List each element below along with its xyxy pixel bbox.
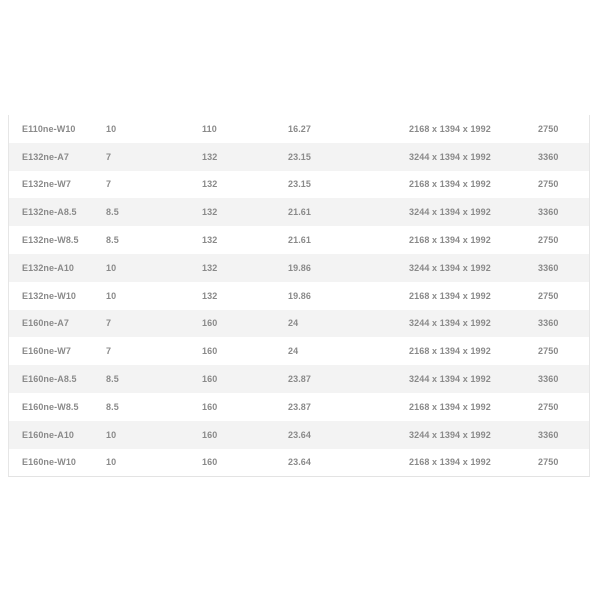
value-cell-1: 10 xyxy=(106,290,117,301)
value-cell-2: 132 xyxy=(202,151,218,162)
value-cell-1: 8.5 xyxy=(106,374,119,385)
table-row xyxy=(9,337,589,365)
dimensions-cell: 2168 x 1394 x 1992 xyxy=(409,235,491,246)
spec-table-body xyxy=(9,115,589,476)
dimensions-cell: 3244 x 1394 x 1992 xyxy=(409,429,491,440)
table-row xyxy=(9,198,589,226)
value-cell-2: 160 xyxy=(202,429,218,440)
value-cell-2: 160 xyxy=(202,346,218,357)
value-cell-2: 132 xyxy=(202,262,218,273)
value-cell-1: 8.5 xyxy=(106,235,119,246)
value-cell-2: 160 xyxy=(202,401,218,412)
value-cell-2: 132 xyxy=(202,290,218,301)
value-cell-2: 160 xyxy=(202,374,218,385)
model-cell: E110ne-W10 xyxy=(22,123,76,134)
table-row xyxy=(9,310,589,338)
dimensions-cell: 2168 x 1394 x 1992 xyxy=(409,290,491,301)
model-cell: E132ne-W7 xyxy=(22,179,71,190)
value-cell-5: 2750 xyxy=(538,346,559,357)
value-cell-3: 19.86 xyxy=(288,290,312,301)
table-row xyxy=(9,449,589,477)
table-row xyxy=(9,226,589,254)
dimensions-cell: 3244 x 1394 x 1992 xyxy=(409,318,491,329)
value-cell-5: 2750 xyxy=(538,401,559,412)
value-cell-5: 3360 xyxy=(538,151,559,162)
model-cell: E132ne-W10 xyxy=(22,290,77,301)
value-cell-1: 10 xyxy=(106,262,117,273)
value-cell-1: 10 xyxy=(106,429,117,440)
value-cell-1: 7 xyxy=(106,179,112,190)
value-cell-1: 10 xyxy=(106,123,117,134)
model-cell: E160ne-W8.5 xyxy=(22,401,79,412)
value-cell-2: 132 xyxy=(202,207,218,218)
value-cell-3: 23.87 xyxy=(288,374,312,385)
value-cell-2: 160 xyxy=(202,318,218,329)
value-cell-5: 3360 xyxy=(538,318,559,329)
value-cell-5: 3360 xyxy=(538,374,559,385)
value-cell-5: 2750 xyxy=(538,235,559,246)
model-cell: E160ne-A10 xyxy=(22,429,75,440)
value-cell-3: 23.15 xyxy=(288,179,312,190)
value-cell-3: 23.64 xyxy=(288,429,312,440)
value-cell-2: 132 xyxy=(202,179,218,190)
value-cell-3: 24 xyxy=(288,318,299,329)
dimensions-cell: 3244 x 1394 x 1992 xyxy=(409,151,491,162)
value-cell-2: 132 xyxy=(202,235,218,246)
value-cell-5: 3360 xyxy=(538,262,559,273)
value-cell-5: 2750 xyxy=(538,179,559,190)
value-cell-1: 10 xyxy=(106,457,117,468)
value-cell-3: 21.61 xyxy=(288,207,312,218)
value-cell-3: 24 xyxy=(288,346,299,357)
dimensions-cell: 2168 x 1394 x 1992 xyxy=(409,123,491,134)
dimensions-cell: 2168 x 1394 x 1992 xyxy=(409,179,491,190)
value-cell-1: 7 xyxy=(106,151,112,162)
model-cell: E160ne-A7 xyxy=(22,318,69,329)
dimensions-cell: 2168 x 1394 x 1992 xyxy=(409,401,491,412)
table-row xyxy=(9,365,589,393)
dimensions-cell: 3244 x 1394 x 1992 xyxy=(409,262,491,273)
table-row xyxy=(9,421,589,449)
model-cell: E132ne-A10 xyxy=(22,262,75,273)
model-cell: E160ne-W10 xyxy=(22,457,77,468)
value-cell-1: 7 xyxy=(106,346,112,357)
model-cell: E132ne-W8.5 xyxy=(22,235,79,246)
dimensions-cell: 2168 x 1394 x 1992 xyxy=(409,346,491,357)
model-cell: E132ne-A8.5 xyxy=(22,207,77,218)
value-cell-2: 110 xyxy=(202,123,217,134)
value-cell-3: 23.87 xyxy=(288,401,312,412)
value-cell-3: 19.86 xyxy=(288,262,312,273)
spec-table xyxy=(9,115,589,476)
table-row xyxy=(9,171,589,199)
dimensions-cell: 3244 x 1394 x 1992 xyxy=(409,207,491,218)
model-cell: E160ne-W7 xyxy=(22,346,71,357)
value-cell-3: 23.15 xyxy=(288,151,312,162)
value-cell-3: 16.27 xyxy=(288,123,312,134)
value-cell-1: 8.5 xyxy=(106,401,119,412)
model-cell: E160ne-A8.5 xyxy=(22,374,77,385)
dimensions-cell: 2168 x 1394 x 1992 xyxy=(409,457,491,468)
value-cell-1: 7 xyxy=(106,318,112,329)
value-cell-1: 8.5 xyxy=(106,207,119,218)
value-cell-5: 3360 xyxy=(538,207,559,218)
value-cell-5: 3360 xyxy=(538,429,559,440)
value-cell-5: 2750 xyxy=(538,123,559,134)
table-row xyxy=(9,254,589,282)
value-cell-5: 2750 xyxy=(538,290,559,301)
table-row xyxy=(9,115,589,143)
value-cell-3: 21.61 xyxy=(288,235,312,246)
value-cell-2: 160 xyxy=(202,457,218,468)
table-row xyxy=(9,143,589,171)
value-cell-5: 2750 xyxy=(538,457,559,468)
spec-table-container xyxy=(8,115,590,477)
table-row xyxy=(9,393,589,421)
table-row xyxy=(9,282,589,310)
value-cell-3: 23.64 xyxy=(288,457,312,468)
dimensions-cell: 3244 x 1394 x 1992 xyxy=(409,374,491,385)
model-cell: E132ne-A7 xyxy=(22,151,69,162)
